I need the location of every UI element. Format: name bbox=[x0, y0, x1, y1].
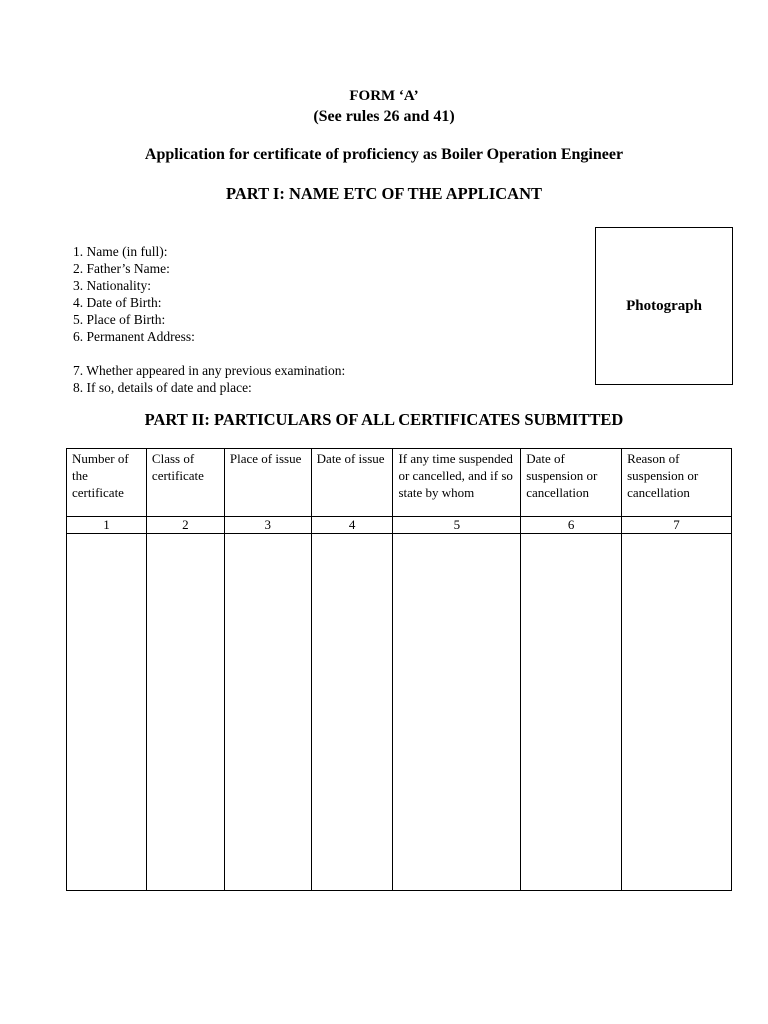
certificates-table bbox=[66, 448, 732, 891]
field-date-of-birth: 4. Date of Birth: bbox=[73, 295, 162, 310]
column-number: 1 bbox=[67, 517, 147, 534]
column-number: 2 bbox=[146, 517, 224, 534]
field-nationality: 3. Nationality: bbox=[73, 278, 151, 293]
table-header-row bbox=[67, 449, 732, 517]
header-cell: Date of suspension or cancellation bbox=[521, 449, 622, 517]
header-cell: Date of issue bbox=[311, 449, 393, 517]
photograph-label: Photograph bbox=[626, 297, 702, 314]
field-previous-examination: 7. Whether appeared in any previous examination: bbox=[73, 363, 346, 378]
header-cell: If any time suspended or cancelled, and if so state by whom bbox=[393, 449, 521, 517]
photograph-box bbox=[595, 227, 733, 385]
field-permanent-address: 6. Permanent Address: bbox=[73, 329, 195, 344]
entry-cell[interactable] bbox=[224, 534, 311, 891]
field-fathers-name: 2. Father’s Name: bbox=[73, 261, 170, 276]
entry-cell[interactable] bbox=[311, 534, 393, 891]
table-number-row bbox=[67, 517, 732, 534]
form-rules: (See rules 26 and 41) bbox=[313, 108, 455, 125]
part1-heading: PART I: NAME ETC OF THE APPLICANT bbox=[225, 184, 542, 203]
header-cell: Reason of suspension or cancellation bbox=[622, 449, 732, 517]
column-number: 4 bbox=[311, 517, 393, 534]
column-number: 6 bbox=[521, 517, 622, 534]
entry-cell[interactable] bbox=[146, 534, 224, 891]
part2-heading: PART II: PARTICULARS OF ALL CERTIFICATES SUBMITTED bbox=[144, 410, 624, 429]
table-entry-row bbox=[67, 534, 732, 891]
header-cell: Number of the certificate bbox=[67, 449, 147, 517]
field-name: 1. Name (in full): bbox=[73, 244, 168, 259]
column-number: 7 bbox=[622, 517, 732, 534]
header-cell: Place of issue bbox=[224, 449, 311, 517]
header-cell: Class of certificate bbox=[146, 449, 224, 517]
entry-cell[interactable] bbox=[393, 534, 521, 891]
applicant-fields bbox=[73, 243, 345, 396]
column-number: 3 bbox=[224, 517, 311, 534]
entry-cell[interactable] bbox=[622, 534, 732, 891]
entry-cell[interactable] bbox=[67, 534, 147, 891]
form-title: FORM ‘A’ bbox=[349, 88, 419, 104]
form-heading: Application for certificate of proficiency as Boiler Operation Engineer bbox=[144, 146, 624, 163]
field-place-of-birth: 5. Place of Birth: bbox=[73, 312, 166, 327]
field-exam-details: 8. If so, details of date and place: bbox=[73, 380, 252, 395]
column-number: 5 bbox=[393, 517, 521, 534]
entry-cell[interactable] bbox=[521, 534, 622, 891]
